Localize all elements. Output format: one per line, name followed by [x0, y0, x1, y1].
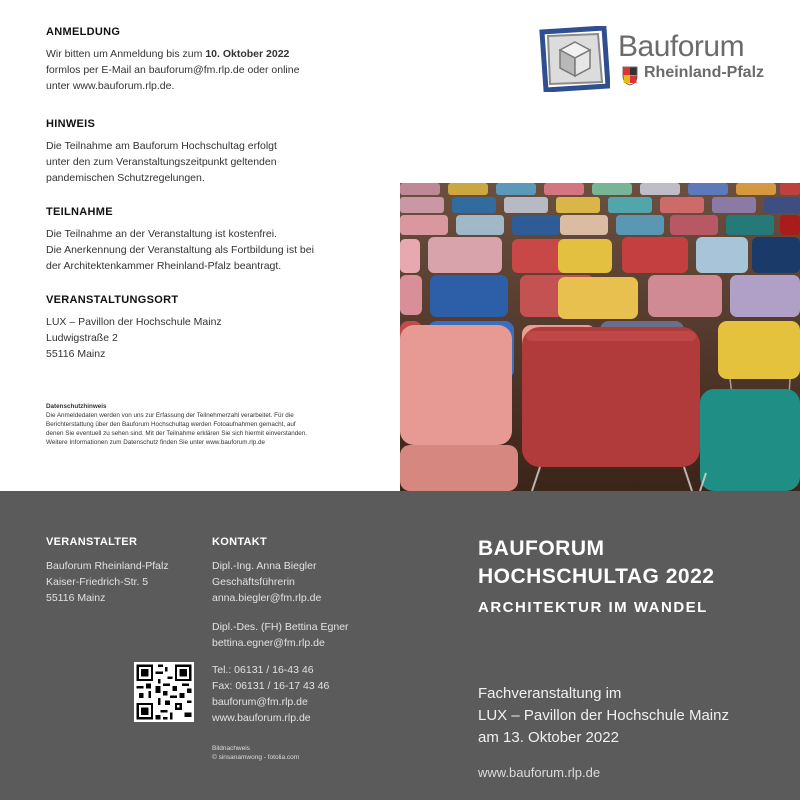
event-info-line1: Fachveranstaltung im — [478, 685, 622, 702]
veranstalter-heading: VERANSTALTER — [46, 536, 138, 548]
bauforum-logo — [538, 26, 768, 96]
event-url[interactable]: www.bauforum.rlp.de — [478, 765, 601, 780]
logo-name: Bauforum — [618, 30, 745, 63]
kontakt-p1-email[interactable]: anna.biegler@fm.rlp.de — [212, 592, 322, 604]
colorful-chairs-photo — [400, 183, 800, 491]
kontakt-tel: Tel.: 06131 / 16-43 46 — [212, 664, 314, 676]
hinweis-line2: unter den zum Veranstaltungszeitpunkt geltenden — [46, 156, 277, 168]
anmeldung-text — [46, 46, 299, 94]
event-info-line2: LUX – Pavillon der Hochschule Mainz — [478, 707, 729, 724]
kontakt-general — [212, 662, 329, 726]
datenschutz-line2: Berichterstattung über den Bauforum Hochschultag werden Fotoaufnahmen gemacht, auf — [46, 421, 296, 428]
anmeldung-line3: unter www.bauforum.rlp.de. — [46, 80, 175, 92]
hinweis-text — [46, 138, 277, 186]
anmeldung-line1: Wir bitten um Anmeldung bis zum — [46, 48, 206, 60]
footer-panel — [0, 491, 800, 800]
kontakt-p1-name: Dipl.-Ing. Anna Biegler — [212, 560, 317, 572]
veranstalter-line1: Bauforum Rheinland-Pfalz — [46, 560, 169, 572]
kontakt-p1-role: Geschäftsführerin — [212, 576, 295, 588]
teilnahme-line3: der Architektenkammer Rheinland-Pfalz beantragt. — [46, 260, 282, 272]
ort-line2: Ludwigstraße 2 — [46, 332, 118, 344]
qr-code-icon — [134, 662, 194, 722]
section-veranstaltungsort — [46, 294, 222, 362]
kontakt-web[interactable]: www.bauforum.rlp.de — [212, 712, 311, 724]
kontakt-person2 — [212, 619, 349, 651]
teilnahme-line2: Die Anerkennung der Veranstaltung als Fortbildung ist bei — [46, 244, 314, 256]
datenschutz-note — [46, 402, 376, 447]
bildnachweis — [212, 744, 299, 762]
hinweis-heading: HINWEIS — [46, 118, 96, 130]
hinweis-line1: Die Teilnahme am Bauforum Hochschultag erfolgt — [46, 140, 277, 152]
chairs-illustration — [400, 183, 800, 491]
event-info — [478, 683, 729, 749]
datenschutz-heading: Datenschutzhinweis — [46, 403, 107, 410]
ort-line1: LUX – Pavillon der Hochschule Mainz — [46, 316, 222, 328]
section-anmeldung — [46, 26, 299, 94]
section-hinweis — [46, 118, 277, 186]
kontakt-fax: Fax: 06131 / 16-17 43 46 — [212, 680, 330, 692]
teilnahme-line1: Die Teilnahme an der Veranstaltung ist kostenfrei. — [46, 228, 277, 240]
ort-heading: VERANSTALTUNGSORT — [46, 294, 179, 306]
hinweis-line3: pandemischen Schutzregelungen. — [46, 172, 205, 184]
cube-logo-icon — [538, 26, 610, 92]
anmeldung-heading: ANMELDUNG — [46, 26, 121, 38]
kontakt-person1 — [212, 558, 321, 606]
veranstalter-line3: 55116 Mainz — [46, 592, 106, 604]
kontakt-p2-email[interactable]: bettina.egner@fm.rlp.de — [212, 637, 325, 649]
datenschutz-line4: Weitere Informationen zum Datenschutz finden Sie unter www.bauforum.rlp.de — [46, 439, 265, 446]
kontakt-email[interactable]: bauforum@fm.rlp.de — [212, 696, 308, 708]
event-subtitle: ARCHITEKTUR IM WANDEL — [478, 599, 708, 616]
kontakt-p2-name: Dipl.-Des. (FH) Bettina Egner — [212, 621, 349, 633]
event-title-line2: HOCHSCHULTAG 2022 — [478, 565, 715, 588]
teilnahme-text — [46, 226, 314, 274]
datenschutz-line3: denen Sie eventuell zu sehen sind. Mit der Teilnahme erklären Sie sich hiermit einverstanden. — [46, 430, 308, 437]
anmeldung-line2: formlos per E-Mail an bauforum@fm.rlp.de oder online — [46, 64, 300, 76]
datenschutz-line1: Die Anmeldedaten werden von uns zur Erfassung der Teilnehmerzahl verarbeitet. Für die — [46, 412, 294, 419]
veranstalter-address — [46, 558, 169, 606]
ort-line3: 55116 Mainz — [46, 348, 106, 360]
teilnahme-heading: TEILNAHME — [46, 206, 113, 218]
event-title-line1: BAUFORUM — [478, 537, 605, 560]
bildnachweis-credit: © sinsanamwong - fotolia.com — [212, 754, 300, 761]
anmeldung-deadline: 10. Oktober 2022 — [205, 48, 290, 60]
logo-region: Rheinland-Pfalz — [644, 64, 765, 81]
event-info-line3: am 13. Oktober 2022 — [478, 729, 619, 746]
kontakt-heading: KONTAKT — [212, 536, 268, 548]
coat-of-arms-icon — [622, 66, 638, 86]
event-title — [478, 535, 714, 591]
section-teilnahme — [46, 206, 314, 274]
qr-code[interactable] — [134, 662, 194, 722]
veranstalter-line2: Kaiser-Friedrich-Str. 5 — [46, 576, 149, 588]
bildnachweis-heading: Bildnachweis — [212, 745, 250, 752]
ort-text — [46, 314, 222, 362]
